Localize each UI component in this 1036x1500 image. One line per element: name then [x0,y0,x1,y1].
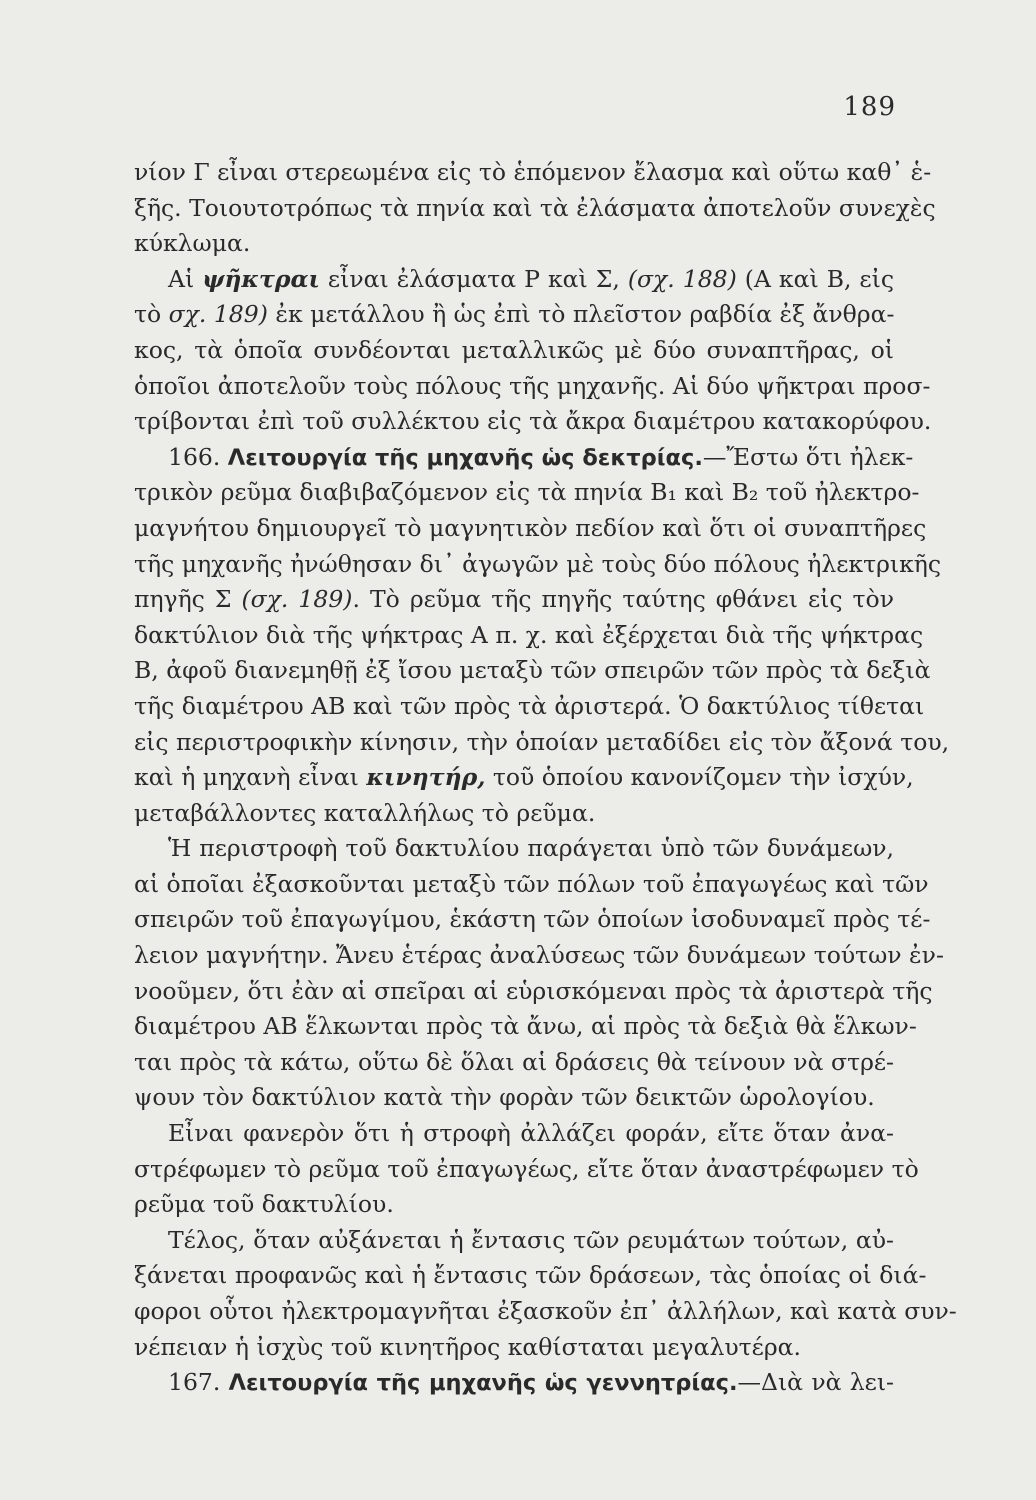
section-167-heading-line: 167. Λειτουργία τῆς μηχανῆς ὡς γεννητρίας.—Διὰ νὰ λει- [168,1368,894,1397]
text-line: ται πρὸς τὰ κάτω, οὕτω δὲ ὅλαι αἱ δράσεις θὰ τείνουν νὰ στρέ- [134,1047,894,1076]
text-line: ρεῦμα τοῦ δακτυλίου. [134,1190,394,1219]
text-line: καὶ ἡ μηχανὴ εἶναι κινητήρ, τοῦ ὁποίου κανονίζομεν τὴν ἰσχύν, [134,763,914,792]
text-line: λειον μαγνήτην. Ἄνευ ἑτέρας ἀναλύσεως τῶν δυνάμεων τούτων ἐν- [134,941,944,970]
text-line: ξῆς. Τοιουτοτρόπως τὰ πηνία καὶ τὰ ἐλάσματα ἀποτελοῦν συνεχὲς [134,193,936,222]
text-line: τρικὸν ρεῦμα διαβιβαζόμενον εἰς τὰ πηνία Β₁ καὶ Β₂ τοῦ ἠλεκτρο- [134,478,920,507]
text-line: τῆς διαμέτρου ΑΒ καὶ τῶν πρὸς τὰ ἀριστερά. Ὁ δακτύλιος τίθεται [134,691,925,720]
text-line: μεταβάλλοντες καταλλήλως τὸ ρεῦμα. [134,798,596,827]
figure-ref: (σχ. 189) [241,585,353,614]
text-line: νίον Γ εἶναι στερεωμένα εἰς τὸ ἑπόμενον ἔλασμα καὶ οὕτω καθ᾽ ἑ- [134,158,932,186]
text-line: Αἱ ψῆκτραι εἶναι ἐλάσματα Ρ καὶ Σ, (σχ. 188) (Α καὶ Β, εἰς [168,264,894,293]
text-line: δακτύλιον διὰ τῆς ψήκτρας Α π. χ. καὶ ἐξέρχεται διὰ τῆς ψήκτρας [134,620,924,649]
text-line: τῆς μηχανῆς ἠνώθησαν δι᾽ ἀγωγῶν μὲ τοὺς δύο πόλους ἠλεκτρικῆς [134,549,942,578]
text-line: Εἶναι φανερὸν ὅτι ἡ στροφὴ ἀλλάζει φοράν, εἴτε ὅταν ἀνα- [168,1119,894,1148]
figure-ref: (σχ. 188) [627,264,737,293]
text-line: Β, ἀφοῦ διανεμηθῇ ἐξ ἴσου μεταξὺ τῶν σπειρῶν τῶν πρὸς τὰ δεξιὰ [134,656,931,685]
text-line: ψουν τὸν δακτύλιον κατὰ τὴν φορὰν τῶν δεικτῶν ὡρολογίου. [134,1083,875,1112]
text-line: τὸ σχ. 189) ἐκ μετάλλου ἢ ὡς ἐπὶ τὸ πλεῖστον ραβδία ἐξ ἄνθρα- [134,300,895,329]
page-number: 189 [843,92,896,122]
text-line: Τέλος, ὅταν αὐξάνεται ἡ ἔντασις τῶν ρευμάτων τούτων, αὐ- [168,1225,894,1254]
text-line: κύκλωμα. [134,229,251,258]
text-line: τρίβονται ἐπὶ τοῦ συλλέκτου εἰς τὰ ἄκρα διαμέτρου κατακορύφου. [134,407,932,436]
text-line: νοοῦμεν, ὅτι ἐὰν αἱ σπεῖραι αἱ εὑρισκόμεναι πρὸς τὰ ἀριστερὰ τῆς [134,976,933,1005]
section-title: Λειτουργία τῆς μηχανῆς ὡς δεκτρίας. [227,444,703,471]
text-line: μαγνήτου δημιουργεῖ τὸ μαγνητικὸν πεδίον καὶ ὅτι οἱ συναπτῆρες [134,513,927,542]
text-line: ξάνεται προφανῶς καὶ ἡ ἔντασις τῶν δράσεων, τὰς ὁποίας οἱ διά- [134,1261,927,1290]
term-kinitir: κινητήρ, [366,763,486,792]
text-line: αἱ ὁποῖαι ἐξασκοῦνται μεταξὺ τῶν πόλων τοῦ ἐπαγωγέως καὶ τῶν [134,869,929,898]
text-line: εἰς περιστροφικὴν κίνησιν, τὴν ὁποίαν μεταδίδει εἰς τὸν ἄξονά του, [134,727,950,756]
text-line: πηγῆς Σ (σχ. 189). Τὸ ρεῦμα τῆς πηγῆς ταύτης φθάνει εἰς τὸν [134,585,894,614]
text-line: διαμέτρου ΑΒ ἕλκωνται πρὸς τὰ ἄνω, αἱ πρὸς τὰ δεξιὰ θὰ ἕλκων- [134,1012,917,1041]
section-166-heading-line: 166. Λειτουργία τῆς μηχανῆς ὡς δεκτρίας.—Ἔστω ὅτι ἠλεκ- [168,442,914,471]
body-text [134,155,957,1401]
text-line: ὁποῖοι ἀποτελοῦν τοὺς πόλους τῆς μηχανῆς. Αἱ δύο ψῆκτραι προσ- [134,371,931,400]
text-line: στρέφωμεν τὸ ρεῦμα τοῦ ἐπαγωγέως, εἴτε ὅταν ἀναστρέφωμεν τὸ [134,1154,919,1183]
text-line: νέπειαν ἡ ἰσχὺς τοῦ κινητῆρος καθίσταται μεγαλυτέρα. [134,1332,801,1361]
text-line: Ἡ περιστροφὴ τοῦ δακτυλίου παράγεται ὑπὸ τῶν δυνάμεων, [168,834,894,863]
term-psiktrai: ψῆκτραι [202,264,320,293]
text-line: κος, τὰ ὁποῖα συνδέονται μεταλλικῶς μὲ δύο συναπτῆρας, οἱ [134,335,894,364]
figure-ref: σχ. 189) [168,300,268,329]
text-line: φοροι οὗτοι ἠλεκτρομαγνῆται ἐξασκοῦν ἐπ᾽ ἀλλήλων, καὶ κατὰ συν- [134,1297,957,1325]
section-title: Λειτουργία τῆς μηχανῆς ὡς γεννητρίας. [228,1370,738,1397]
text-line: σπειρῶν τοῦ ἐπαγωγίμου, ἑκάστη τῶν ὁποίων ἰσοδυναμεῖ πρὸς τέ- [134,905,931,934]
